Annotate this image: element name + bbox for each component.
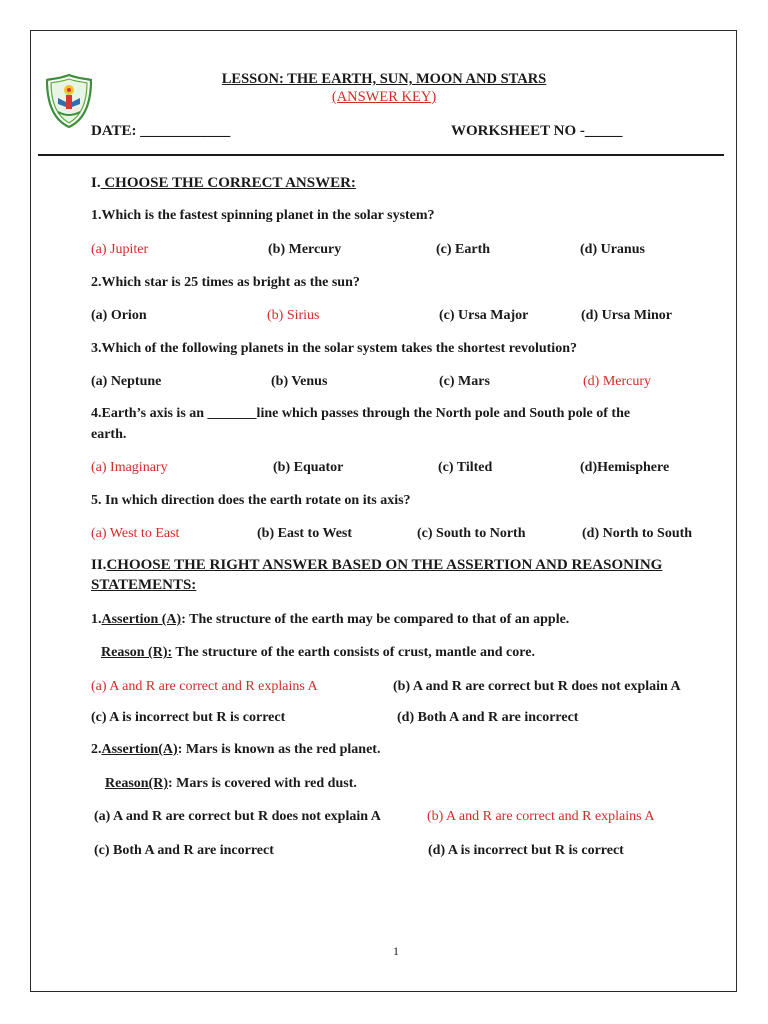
item-1-number: 1.: [91, 612, 102, 627]
q3-option-c: (c) Mars: [439, 374, 490, 389]
page-number: 1: [393, 944, 399, 958]
item-2-option-b: (b) A and R are correct and R explains A: [427, 809, 655, 824]
item-2-option-c: (c) Both A and R are incorrect: [94, 843, 274, 858]
item-1-assertion: [91, 612, 569, 628]
q3-option-b: (b) Venus: [271, 374, 328, 389]
question-1: 1.Which is the fastest spinning planet in the solar system?: [91, 208, 435, 223]
item-2-option-a: (a) A and R are correct but R does not explain A: [94, 809, 381, 824]
item-2-reason: [105, 776, 357, 792]
item-1-option-b: (b) A and R are correct but R does not explain A: [393, 679, 681, 694]
answer-key-label: (ANSWER KEY): [331, 89, 437, 105]
q4-option-a: (a) Imaginary: [91, 460, 168, 475]
section-2-heading: [91, 557, 662, 574]
item-1-assertion-label: Assertion (A): [101, 612, 182, 627]
item-2-reason-label: Reason(R): [105, 776, 168, 791]
q1-option-a: (a) Jupiter: [91, 242, 149, 257]
q2-option-d: (d) Ursa Minor: [581, 308, 672, 323]
q4-option-b: (b) Equator: [273, 460, 344, 475]
item-2-number: 2.: [91, 742, 102, 757]
q4-option-c: (c) Tilted: [438, 460, 493, 475]
item-2-assertion-text: : Mars is known as the red planet.: [177, 742, 381, 757]
q1-option-d: (d) Uranus: [580, 242, 645, 257]
q5-option-c: (c) South to North: [417, 526, 526, 541]
item-1-reason-label: Reason (R):: [101, 645, 173, 660]
q3-option-d: (d) Mercury: [583, 374, 652, 389]
worksheet-number-field: WORKSHEET NO -_____: [451, 123, 623, 139]
date-field: DATE: ____________: [91, 123, 231, 139]
q5-option-b: (b) East to West: [257, 526, 353, 541]
item-2-assertion-label: Assertion(A): [101, 742, 178, 757]
q1-option-b: (b) Mercury: [268, 242, 342, 257]
q3-option-a: (a) Neptune: [91, 374, 162, 389]
q2-option-a: (a) Orion: [91, 308, 147, 323]
header-divider: [38, 154, 724, 156]
question-5: 5. In which direction does the earth rotate on its axis?: [91, 493, 411, 508]
item-2-reason-text: : Mars is covered with red dust.: [168, 776, 357, 791]
section-1-title: CHOOSE THE CORRECT ANSWER:: [100, 175, 356, 191]
item-1-reason-text: The structure of the earth consists of crust, mantle and core.: [172, 645, 535, 660]
item-2-assertion: [91, 742, 380, 758]
q4-option-d: (d)Hemisphere: [580, 460, 670, 475]
question-4-line-1: 4.Earth’s axis is an _______line which passes through the North pole and South pole of the: [91, 406, 631, 421]
item-1-reason: [101, 645, 535, 661]
section-2-title-line-1: CHOOSE THE RIGHT ANSWER BASED ON THE ASSERTION AND REASONING: [106, 557, 663, 573]
item-2-option-d: (d) A is incorrect but R is correct: [428, 843, 624, 858]
q1-option-c: (c) Earth: [436, 242, 491, 257]
question-4-line-2: earth.: [91, 427, 127, 442]
item-1-assertion-text: : The structure of the earth may be compared to that of an apple.: [181, 612, 570, 627]
section-1-number: I.: [91, 175, 101, 191]
q5-option-a: (a) West to East: [91, 526, 180, 541]
q5-option-d: (d) North to South: [582, 526, 693, 541]
section-2-number: II.: [91, 557, 107, 573]
section-1-heading: [91, 175, 356, 192]
lesson-title: LESSON: THE EARTH, SUN, MOON AND STARS: [221, 71, 547, 87]
section-2-title-line-2: STATEMENTS:: [91, 577, 197, 593]
item-1-option-d: (d) Both A and R are incorrect: [397, 710, 579, 725]
question-2: 2.Which star is 25 times as bright as the sun?: [91, 275, 360, 290]
q2-option-c: (c) Ursa Major: [439, 308, 529, 323]
item-1-option-c: (c) A is incorrect but R is correct: [91, 710, 286, 725]
question-3: 3.Which of the following planets in the solar system takes the shortest revolution?: [91, 341, 577, 356]
q2-option-b: (b) Sirius: [267, 308, 320, 323]
item-1-option-a: (a) A and R are correct and R explains A: [91, 679, 318, 694]
